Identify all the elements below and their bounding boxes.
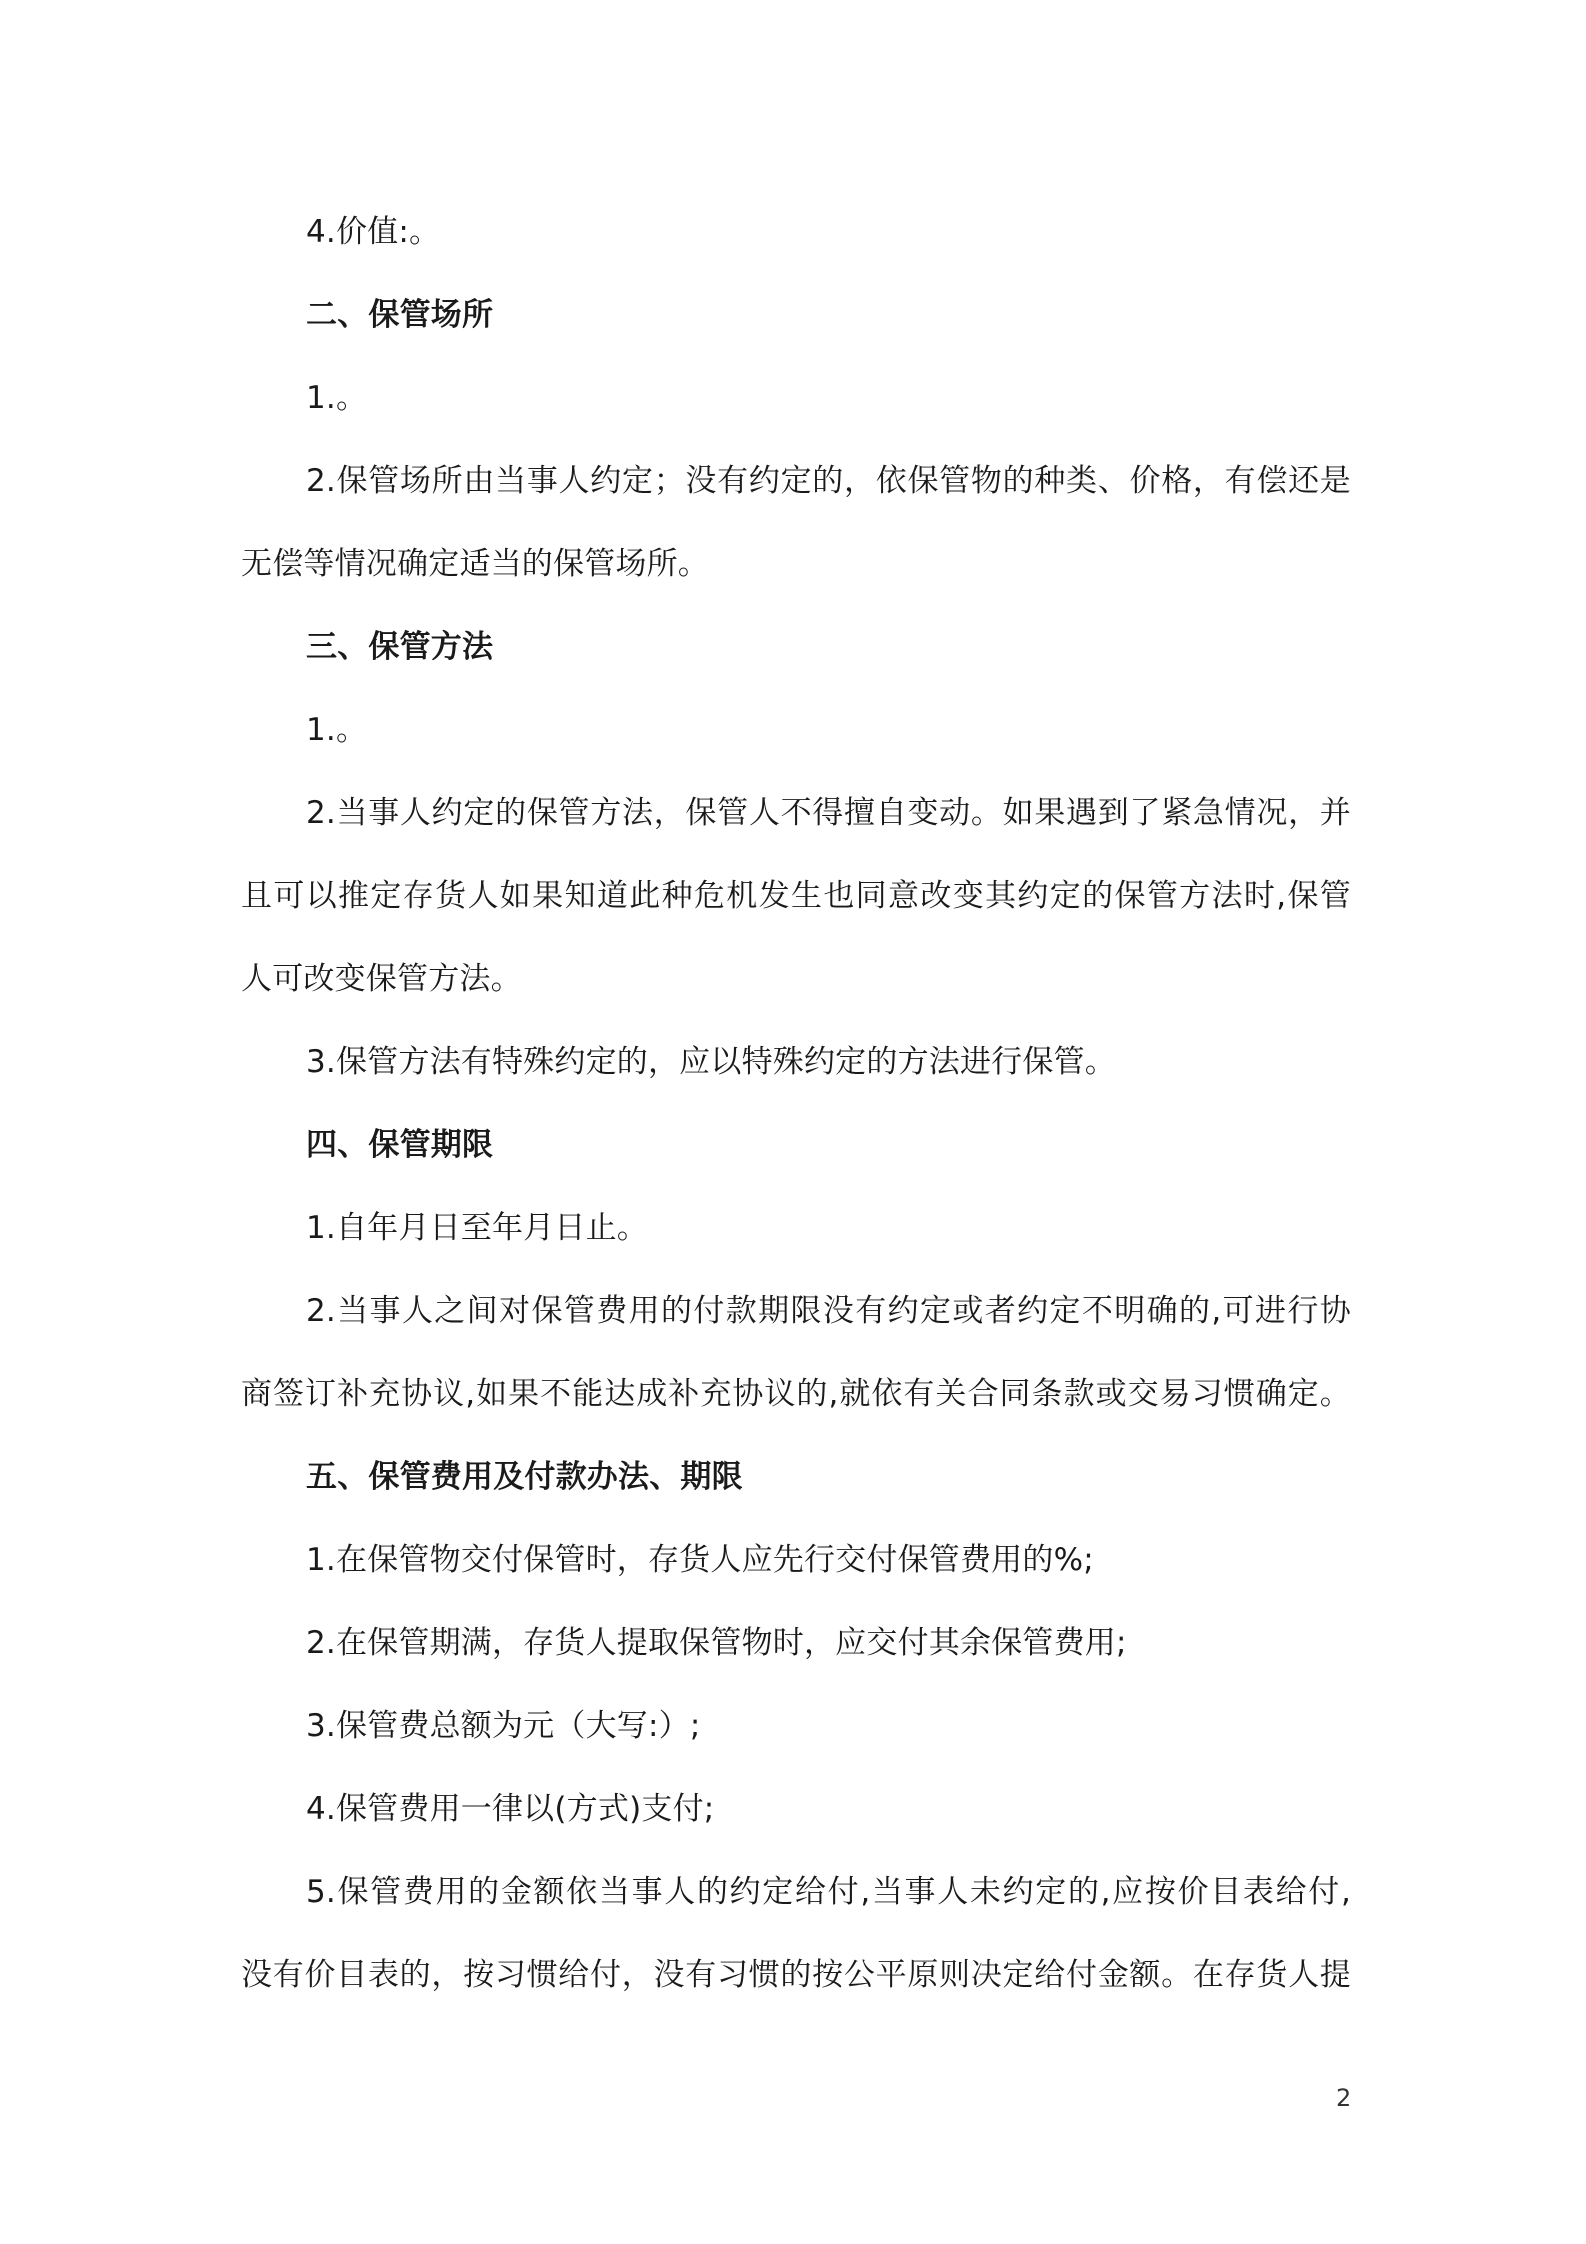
paragraph-line: 无偿等情况确定适当的保管场所。	[241, 546, 709, 582]
clause-item-4-value: 4.价值:。	[306, 214, 441, 250]
clause-item: 3.保管费总额为元（大写:）;	[306, 1708, 701, 1744]
paragraph-line: 人可改变保管方法。	[241, 961, 522, 997]
page-number: 2	[1336, 2084, 1352, 2112]
clause-item: 1.。	[306, 380, 368, 416]
section-heading-storage-period: 四、保管期限	[306, 1127, 494, 1163]
paragraph-line: 且可以推定存货人如果知道此种危机发生也同意改变其约定的保管方法时,保管	[241, 878, 1351, 914]
paragraph-line: 没有价目表的，按习惯给付，没有习惯的按公平原则决定给付金额。在存货人提	[241, 1957, 1351, 1993]
paragraph-line: 2.当事人之间对保管费用的付款期限没有约定或者约定不明确的,可进行协	[306, 1293, 1351, 1329]
clause-item: 1.。	[306, 712, 368, 748]
clause-item: 1.在保管物交付保管时，存货人应先行交付保管费用的%;	[306, 1542, 1094, 1578]
paragraph-line: 2.保管场所由当事人约定；没有约定的，依保管物的种类、价格，有偿还是	[306, 463, 1351, 499]
clause-item: 4.保管费用一律以(方式)支付;	[306, 1791, 715, 1827]
clause-item: 3.保管方法有特殊约定的，应以特殊约定的方法进行保管。	[306, 1044, 1116, 1080]
paragraph-line: 2.当事人约定的保管方法，保管人不得擅自变动。如果遇到了紧急情况，并	[306, 795, 1351, 831]
clause-item: 2.在保管期满，存货人提取保管物时，应交付其余保管费用;	[306, 1625, 1127, 1661]
section-heading-storage-method: 三、保管方法	[306, 629, 494, 665]
clause-item: 1.自年月日至年月日止。	[306, 1210, 648, 1246]
paragraph-line: 5.保管费用的金额依当事人的约定给付,当事人未约定的,应按价目表给付,	[306, 1874, 1351, 1910]
section-heading-storage-fees: 五、保管费用及付款办法、期限	[306, 1459, 743, 1495]
section-heading-storage-place: 二、保管场所	[306, 297, 494, 333]
paragraph-line: 商签订补充协议,如果不能达成补充协议的,就依有关合同条款或交易习惯确定。	[241, 1376, 1351, 1412]
